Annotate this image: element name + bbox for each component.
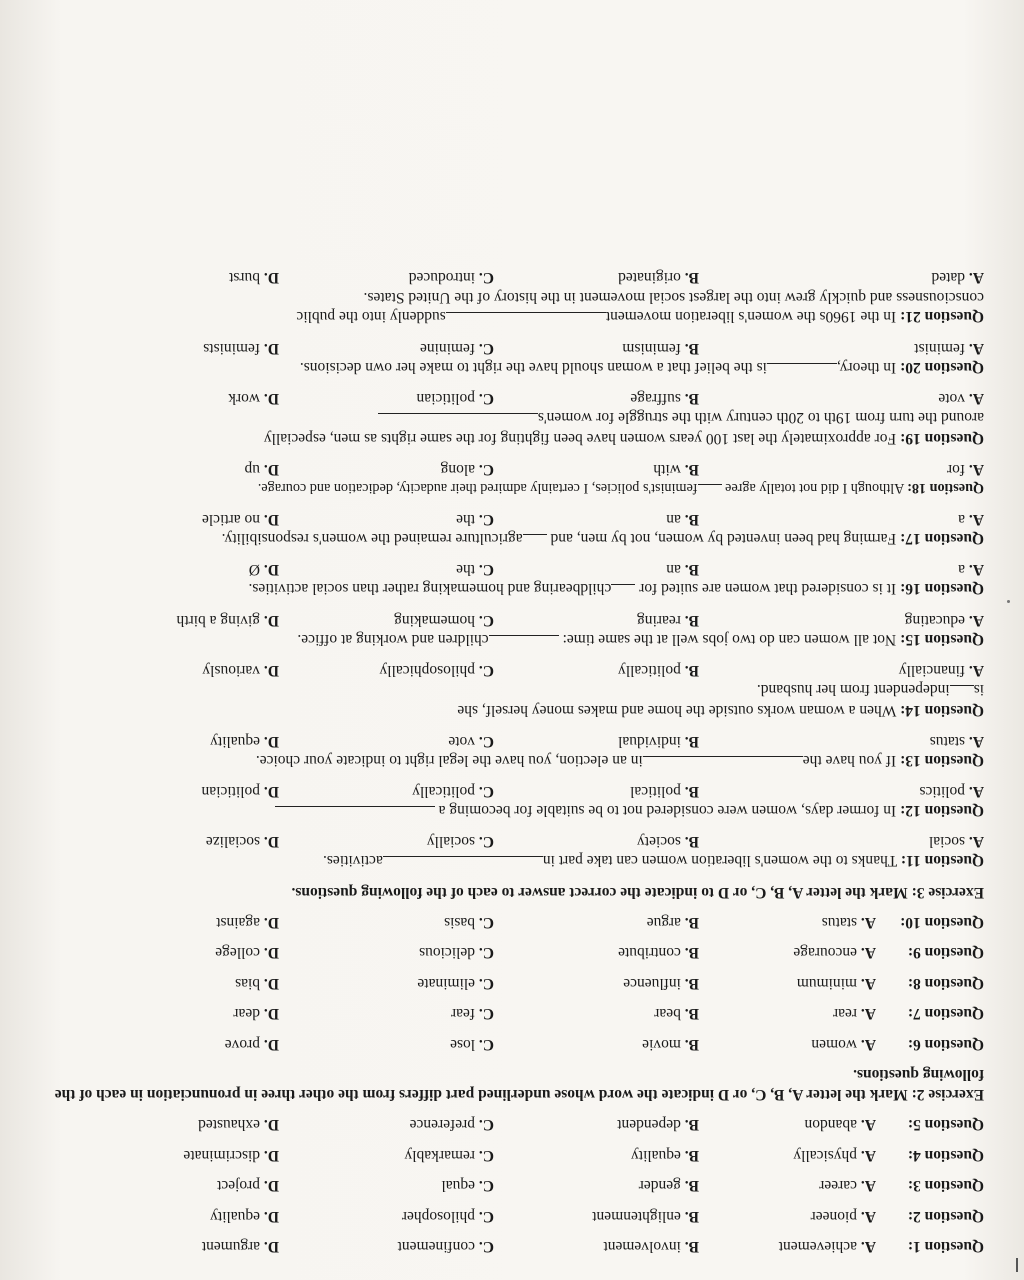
question-label: Question 19: bbox=[900, 430, 984, 448]
option-b: B. with bbox=[653, 460, 699, 478]
answer-blank bbox=[643, 756, 803, 771]
answer-blank bbox=[275, 806, 435, 821]
option-c: C. along bbox=[440, 460, 494, 478]
question-19-stem-line-2: around the turn from 19th to 20th century with the struggle for women's bbox=[24, 408, 984, 428]
option-b: B. individual bbox=[618, 732, 699, 750]
question-label: Question 7: bbox=[907, 1005, 984, 1023]
question-3 bbox=[24, 1175, 984, 1195]
option-a: A. a bbox=[958, 561, 984, 579]
worksheet-content bbox=[24, 267, 984, 1256]
scan-speck bbox=[1007, 600, 1010, 603]
option-a: A. status bbox=[929, 732, 984, 750]
option-b: B. feminism bbox=[622, 339, 699, 357]
option-b: B. society bbox=[637, 833, 699, 851]
option-d: D. no article bbox=[201, 510, 279, 528]
question-label: Question 6: bbox=[907, 1035, 984, 1053]
question-label: Question 17: bbox=[900, 529, 984, 547]
question-label: Question 14: bbox=[900, 702, 984, 720]
question-12-options bbox=[24, 781, 984, 801]
answer-blank bbox=[611, 584, 635, 599]
option-d: D. variously bbox=[202, 662, 279, 680]
question-14-options bbox=[24, 660, 984, 680]
question-9 bbox=[24, 942, 984, 962]
option-c: C. preference bbox=[409, 1116, 494, 1134]
question-21-options bbox=[24, 267, 984, 287]
option-b: B. politically bbox=[618, 662, 699, 680]
option-c: C. politically bbox=[412, 782, 494, 800]
option-b: B. equality bbox=[630, 1146, 699, 1164]
option-b: B. an bbox=[666, 510, 699, 528]
question-label: Question 13: bbox=[900, 751, 984, 769]
option-a: A. financially bbox=[898, 662, 984, 680]
question-21-stem-line-2: consciousness and quickly grew into the largest social movement in the history of the United States. bbox=[363, 289, 984, 307]
option-c: C. introduced bbox=[408, 269, 494, 287]
option-d: D. up bbox=[244, 460, 279, 478]
answer-blank bbox=[698, 484, 722, 499]
question-label: Question 15: bbox=[900, 630, 984, 648]
option-d: D. prove bbox=[224, 1035, 279, 1053]
option-a: A. social bbox=[928, 833, 984, 851]
question-label: Question 10: bbox=[900, 914, 984, 932]
question-label: Question 21: bbox=[900, 308, 984, 326]
option-a: A. abandon bbox=[804, 1116, 876, 1134]
question-18-options bbox=[24, 459, 984, 479]
option-c: C. fear bbox=[450, 1005, 494, 1023]
question-6 bbox=[24, 1034, 984, 1054]
option-c: C. vote bbox=[448, 732, 494, 750]
question-7 bbox=[24, 1003, 984, 1023]
option-d: D. equality bbox=[210, 1207, 279, 1225]
option-c: C. lose bbox=[450, 1035, 494, 1053]
option-c: C. basis bbox=[444, 914, 494, 932]
option-a: A. achievement bbox=[778, 1238, 876, 1255]
answer-blank bbox=[383, 856, 543, 871]
question-16-stem: Question 16: It is considered that women are suited for childbearing and homemaking rather than social activities. bbox=[248, 580, 984, 598]
question-16-options bbox=[24, 559, 984, 579]
option-d: D. socialize bbox=[205, 833, 279, 851]
answer-blank bbox=[446, 312, 606, 327]
exercise-3-heading: Exercise 3: Mark the letter A, B, C, or D to indicate the correct answer to each of the following questions. bbox=[291, 883, 984, 901]
option-c: C. eliminate bbox=[417, 974, 494, 992]
option-b: B. gender bbox=[638, 1177, 699, 1195]
question-label: Question 2: bbox=[907, 1207, 984, 1225]
option-b: B. influence bbox=[623, 974, 699, 992]
option-d: D. project bbox=[217, 1177, 279, 1195]
option-a: A. politics bbox=[919, 782, 984, 800]
scan-edge-mark bbox=[1016, 1258, 1018, 1272]
question-1 bbox=[24, 1236, 984, 1256]
question-19-options bbox=[24, 388, 984, 408]
question-8 bbox=[24, 973, 984, 993]
option-c: C. remarkably bbox=[404, 1146, 494, 1164]
option-c: C. equal bbox=[441, 1177, 494, 1195]
option-a: A. women bbox=[811, 1035, 876, 1053]
question-17-options bbox=[24, 509, 984, 529]
question-10 bbox=[24, 912, 984, 932]
answer-blank bbox=[950, 685, 974, 700]
option-d: D. work bbox=[228, 390, 279, 408]
option-c: C. philosophically bbox=[379, 662, 494, 680]
question-5 bbox=[24, 1114, 984, 1134]
question-11-stem: Question 11: Thanks to the women's liberation women can take part inactivities. bbox=[322, 852, 984, 870]
question-13-options bbox=[24, 731, 984, 751]
question-2 bbox=[24, 1206, 984, 1226]
option-b: B. dependent bbox=[617, 1116, 699, 1134]
option-a: A. physically bbox=[793, 1146, 876, 1164]
question-label: Question 20: bbox=[900, 358, 984, 376]
option-d: D. argument bbox=[201, 1238, 279, 1255]
option-c: C. politician bbox=[416, 390, 494, 408]
option-a: A. for bbox=[946, 460, 984, 478]
option-a: A. educating bbox=[904, 611, 984, 629]
question-14-stem: Question 14: When a woman works outside the home and makes money herself, she bbox=[457, 702, 984, 720]
question-label: Question 1: bbox=[907, 1238, 984, 1255]
option-a: A. vote bbox=[938, 390, 984, 408]
option-d: D. politician bbox=[201, 782, 279, 800]
option-b: B. originated bbox=[618, 269, 699, 287]
option-b: B. rearing bbox=[637, 611, 699, 629]
question-20-stem: Question 20: In theory,is the belief that a woman should have the right to make her own decisions. bbox=[299, 358, 984, 376]
option-d: D. bias bbox=[235, 974, 279, 992]
option-b: B. contribute bbox=[618, 944, 699, 962]
option-d: D. giving a birth bbox=[176, 611, 279, 629]
option-b: B. movie bbox=[642, 1035, 699, 1053]
question-11-options bbox=[24, 831, 984, 851]
answer-blank bbox=[489, 635, 559, 650]
question-13-stem: Question 13: If you have thein an election, you have the legal right to indicate your choice. bbox=[255, 751, 984, 769]
question-15-options bbox=[24, 610, 984, 630]
option-c: C. socially bbox=[426, 833, 494, 851]
option-b: B. argue bbox=[646, 914, 699, 932]
option-a: A. minimum bbox=[796, 974, 876, 992]
question-12-stem: Question 12: In former days, women were considered not to be suitable for becoming a bbox=[24, 801, 984, 821]
question-label: Question 9: bbox=[907, 944, 984, 962]
option-d: D. exhausted bbox=[198, 1116, 279, 1134]
option-a: A. a bbox=[958, 510, 984, 528]
option-c: C. the bbox=[456, 510, 494, 528]
option-d: D. feminists bbox=[203, 339, 279, 357]
option-d: D. Ø bbox=[248, 561, 279, 579]
option-d: D. college bbox=[215, 944, 279, 962]
option-c: C. philosopher bbox=[401, 1207, 494, 1225]
question-label: Question 4: bbox=[907, 1146, 984, 1164]
option-d: D. against bbox=[216, 914, 279, 932]
question-20-options bbox=[24, 338, 984, 358]
question-label: Question 12: bbox=[900, 801, 984, 819]
question-15-stem: Question 15: Not all women can do two jobs well at the same time: children and working at office. bbox=[297, 630, 984, 648]
question-17-stem: Question 17: Farming had been invented by women, not by men, and agriculture remained the women's responsibility. bbox=[221, 529, 984, 547]
answer-blank bbox=[378, 413, 538, 428]
option-c: C. homemaking bbox=[394, 611, 494, 629]
question-21-stem: Question 21: In the 1960s the women's liberation movementsuddenly into the public bbox=[296, 308, 984, 326]
option-a: A. dated bbox=[931, 269, 984, 287]
option-a: A. status bbox=[821, 914, 876, 932]
option-b: B. bear bbox=[654, 1005, 699, 1023]
option-b: B. enlightenment bbox=[592, 1207, 699, 1225]
question-14-stem-line-2: isindependent from her husband. bbox=[756, 681, 984, 699]
question-label: Question 8: bbox=[907, 974, 984, 992]
question-label: Question 18: bbox=[907, 479, 984, 496]
option-a: A. encourage bbox=[793, 944, 876, 962]
question-label: Question 11: bbox=[900, 852, 984, 870]
option-b: B. involvement bbox=[603, 1238, 699, 1255]
question-19-stem: Question 19: For approximately the last 100 years women have been fighting for the same rights as men, especially bbox=[263, 430, 984, 448]
option-b: B. suffrage bbox=[630, 390, 699, 408]
answer-blank bbox=[523, 534, 547, 549]
option-c: C. the bbox=[456, 561, 494, 579]
question-18-stem: Question 18: Although I did not totally agree feminist's policies, I certainly admired their audacity, dedication and courage. bbox=[24, 479, 984, 499]
option-d: D. burst bbox=[229, 269, 279, 287]
question-label: Question 3: bbox=[907, 1177, 984, 1195]
question-label: Question 5: bbox=[907, 1116, 984, 1134]
option-d: D. equality bbox=[210, 732, 279, 750]
option-a: A. career bbox=[819, 1177, 876, 1195]
option-b: B. an bbox=[666, 561, 699, 579]
option-c: C. feminine bbox=[419, 339, 494, 357]
question-label: Question 16: bbox=[900, 580, 984, 598]
option-a: A. rear bbox=[832, 1005, 876, 1023]
option-c: C. confinement bbox=[397, 1238, 494, 1255]
option-d: D. discriminate bbox=[183, 1146, 279, 1164]
option-a: A. feminist bbox=[914, 339, 984, 357]
option-b: B. political bbox=[630, 782, 699, 800]
question-4 bbox=[24, 1145, 984, 1165]
option-a: A. pioneer bbox=[810, 1207, 876, 1225]
exercise-2-heading: Exercise 2: Mark the letter A, B, C, or D indicate the word whose underlined part differs from the other three in pronunciation in each of the following questions. bbox=[54, 1066, 984, 1104]
answer-blank bbox=[767, 363, 837, 378]
option-d: D. dear bbox=[233, 1005, 279, 1023]
option-c: C. delicious bbox=[419, 944, 494, 962]
